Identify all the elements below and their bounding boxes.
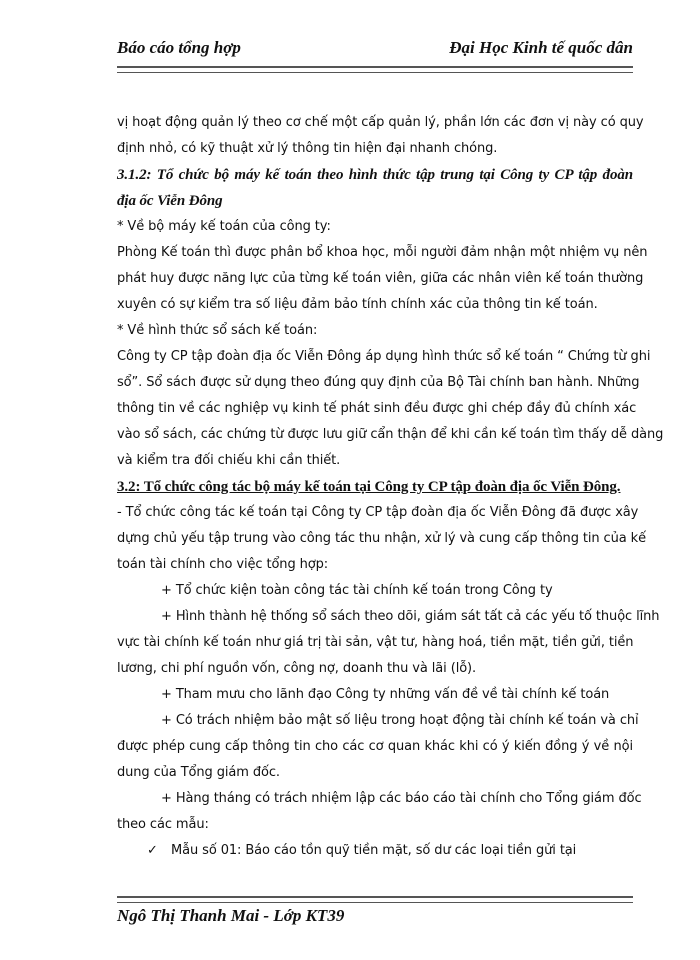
paragraph-line: Công ty CP tập đoàn địa ốc Viễn Đông áp dụng hình thức sổ kế toán “ Chứng từ ghi (117, 349, 651, 364)
paragraph-line: phát huy được năng lực của từng kế toán viên, giữa các nhân viên kế toán thường (117, 271, 644, 286)
header-left-title: Báo cáo tổng hợp (117, 38, 241, 57)
checklist-item (117, 838, 633, 864)
bullet-item: + Hàng tháng có trách nhiệm lập các báo cáo tài chính cho Tổng giám đốc (161, 791, 642, 806)
paragraph-line: - Tổ chức công tác kế toán tại Công ty CP tập đoàn địa ốc Viễn Đông đã được xây (117, 505, 639, 520)
paragraph-line: vị hoạt động quản lý theo cơ chế một cấp quản lý, phần lớn các đơn vị này có quy (117, 115, 644, 130)
bullet-item: + Tổ chức kiện toàn công tác tài chính kế toán trong Công ty (161, 583, 553, 598)
paragraph-line: được phép cung cấp thông tin cho các cơ quan khác khi có ý kiến đồng ý về nội (117, 739, 633, 754)
checklist-item-text: Mẫu số 01: Báo cáo tồn quỹ tiền mặt, số dư các loại tiền gửi tại (171, 843, 577, 858)
section-heading-3-1-2: 3.1.2: Tổ chức bộ máy kế toán theo hình thức tập trung tại Công ty CP tập đoàn (117, 167, 633, 183)
paragraph-line: theo các mẫu: (117, 817, 209, 832)
paragraph-line: Phòng Kế toán thì được phân bổ khoa học, mỗi người đảm nhận một nhiệm vụ nên (117, 245, 648, 260)
header-divider (117, 66, 633, 73)
document-body (117, 110, 664, 864)
header-right-title: Đại Học Kinh tế quốc dân (449, 38, 633, 57)
paragraph-line: xuyên có sự kiểm tra số liệu đảm bảo tính chính xác của thông tin kế toán. (117, 297, 598, 312)
paragraph-line: và kiểm tra đối chiếu khi cần thiết. (117, 453, 341, 468)
page-header (117, 38, 633, 64)
paragraph-line: định nhỏ, có kỹ thuật xử lý thông tin hiện đại nhanh chóng. (117, 141, 498, 156)
paragraph-line: toán tài chính cho việc tổng hợp: (117, 557, 329, 572)
paragraph-line: dựng chủ yếu tập trung vào công tác thu nhận, xử lý và cung cấp thông tin của kế (117, 531, 646, 546)
paragraph-line: * Về hình thức sổ sách kế toán: (117, 323, 318, 338)
paragraph-line: vào sổ sách, các chứng từ được lưu giữ cẩn thận để khi cần kế toán tìm thấy dễ dàng (117, 427, 664, 442)
section-heading-3-2: 3.2: Tổ chức công tác bộ máy kế toán tại Công ty CP tập đoàn địa ốc Viễn Đông. (117, 479, 621, 495)
footer-divider (117, 896, 633, 903)
paragraph-line: dung của Tổng giám đốc. (117, 765, 280, 780)
bullet-item: + Có trách nhiệm bảo mật số liệu trong hoạt động tài chính kế toán và chỉ (161, 713, 639, 728)
paragraph-line: sổ”. Sổ sách được sử dụng theo đúng quy định của Bộ Tài chính ban hành. Những (117, 375, 640, 390)
page-footer: Ngô Thị Thanh Mai - Lớp KT39 (117, 906, 345, 925)
paragraph-line: lương, chi phí nguồn vốn, công nợ, doanh thu và lãi (lỗ). (117, 661, 477, 676)
paragraph-line: * Về bộ máy kế toán của công ty: (117, 219, 331, 234)
bullet-item: + Tham mưu cho lãnh đạo Công ty những vấn đề về tài chính kế toán (161, 687, 610, 702)
paragraph-line: thông tin về các nghiệp vụ kinh tế phát sinh đều được ghi chép đầy đủ chính xác (117, 401, 637, 416)
paragraph-line: vực tài chính kế toán như giá trị tài sản, vật tư, hàng hoá, tiền mặt, tiền gửi, tiền (117, 635, 634, 650)
bullet-item: + Hình thành hệ thống sổ sách theo dõi, giám sát tất cả các yếu tố thuộc lĩnh (161, 609, 660, 624)
section-heading-3-1-2-cont: địa ốc Viễn Đông (117, 193, 223, 209)
checkmark-icon: ✓ (147, 843, 158, 858)
